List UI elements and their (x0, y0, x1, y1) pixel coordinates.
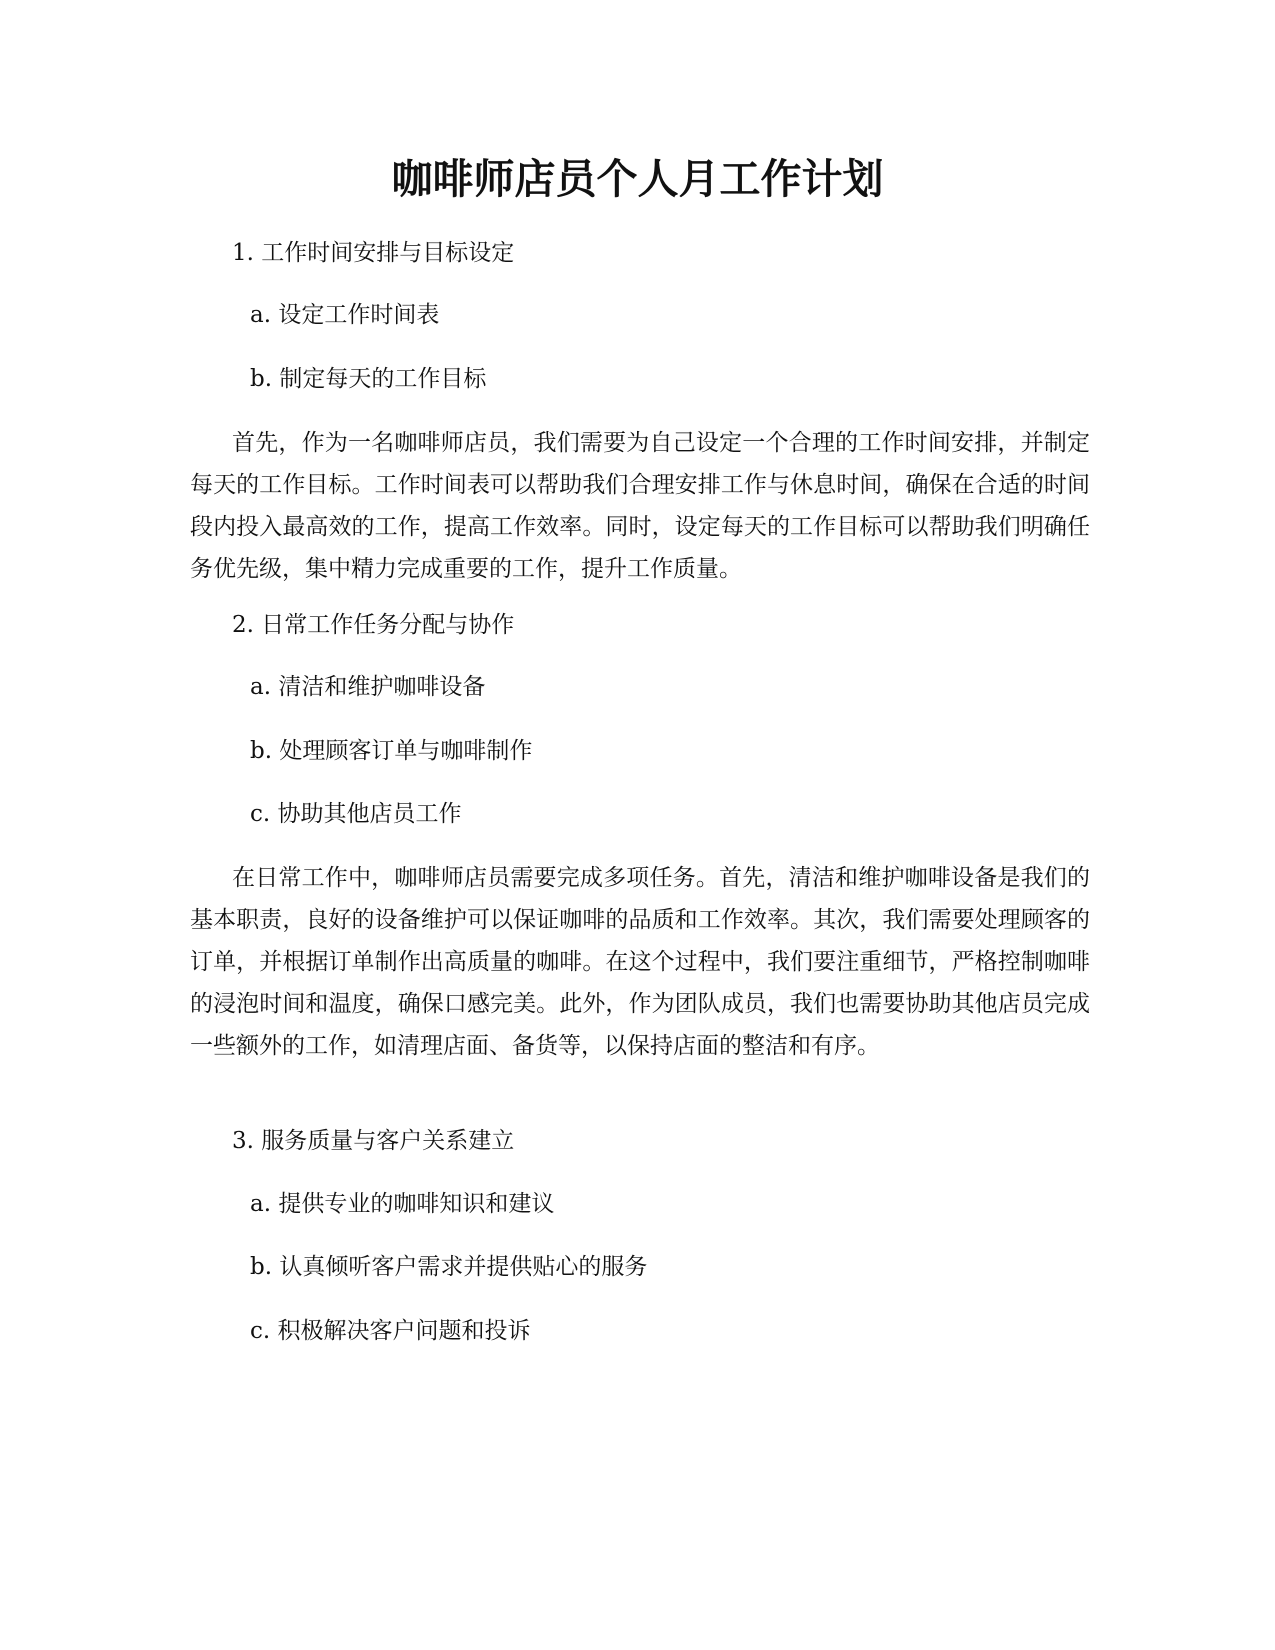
section-heading-3: 3. 服务质量与客户关系建立 (232, 1128, 515, 1154)
section-heading-1: 1. 工作时间安排与目标设定 (232, 240, 515, 266)
list-item: b. 制定每天的工作目标 (250, 366, 487, 392)
list-item: c. 积极解决客户问题和投诉 (250, 1318, 531, 1344)
list-item: c. 协助其他店员工作 (250, 801, 462, 827)
list-item: a. 清洁和维护咖啡设备 (250, 674, 486, 700)
list-item: b. 认真倾听客户需求并提供贴心的服务 (250, 1254, 648, 1280)
document-title: 咖啡师店员个人月工作计划 (391, 155, 884, 203)
body-paragraph-2: 在日常工作中，咖啡师店员需要完成多项任务。首先，清洁和维护咖啡设备是我们的基本职责，良好的设备维护可以保证咖啡的品质和工作效率。其次，我们需要处理顾客的订单，并根据订单制作出高质量的咖啡。在这个过程中，我们要注重细节，严格控制咖啡的浸泡时间和温度，确保口感完美。此外，作为团队成员，我们也需要协助其他店员完成一些额外的工作，如清理店面、备货等，以保持店面的整洁和有序。 (190, 865, 1090, 1059)
list-item: a. 提供专业的咖啡知识和建议 (250, 1191, 555, 1217)
list-item: b. 处理顾客订单与咖啡制作 (250, 738, 533, 764)
section-heading-2: 2. 日常工作任务分配与协作 (232, 612, 515, 638)
body-paragraph-1: 首先，作为一名咖啡师店员，我们需要为自己设定一个合理的工作时间安排，并制定每天的工作目标。工作时间表可以帮助我们合理安排工作与休息时间，确保在合适的时间段内投入最高效的工作，提高工作效率。同时，设定每天的工作目标可以帮助我们明确任务优先级，集中精力完成重要的工作，提升工作质量。 (190, 430, 1090, 582)
list-item: a. 设定工作时间表 (250, 302, 440, 328)
